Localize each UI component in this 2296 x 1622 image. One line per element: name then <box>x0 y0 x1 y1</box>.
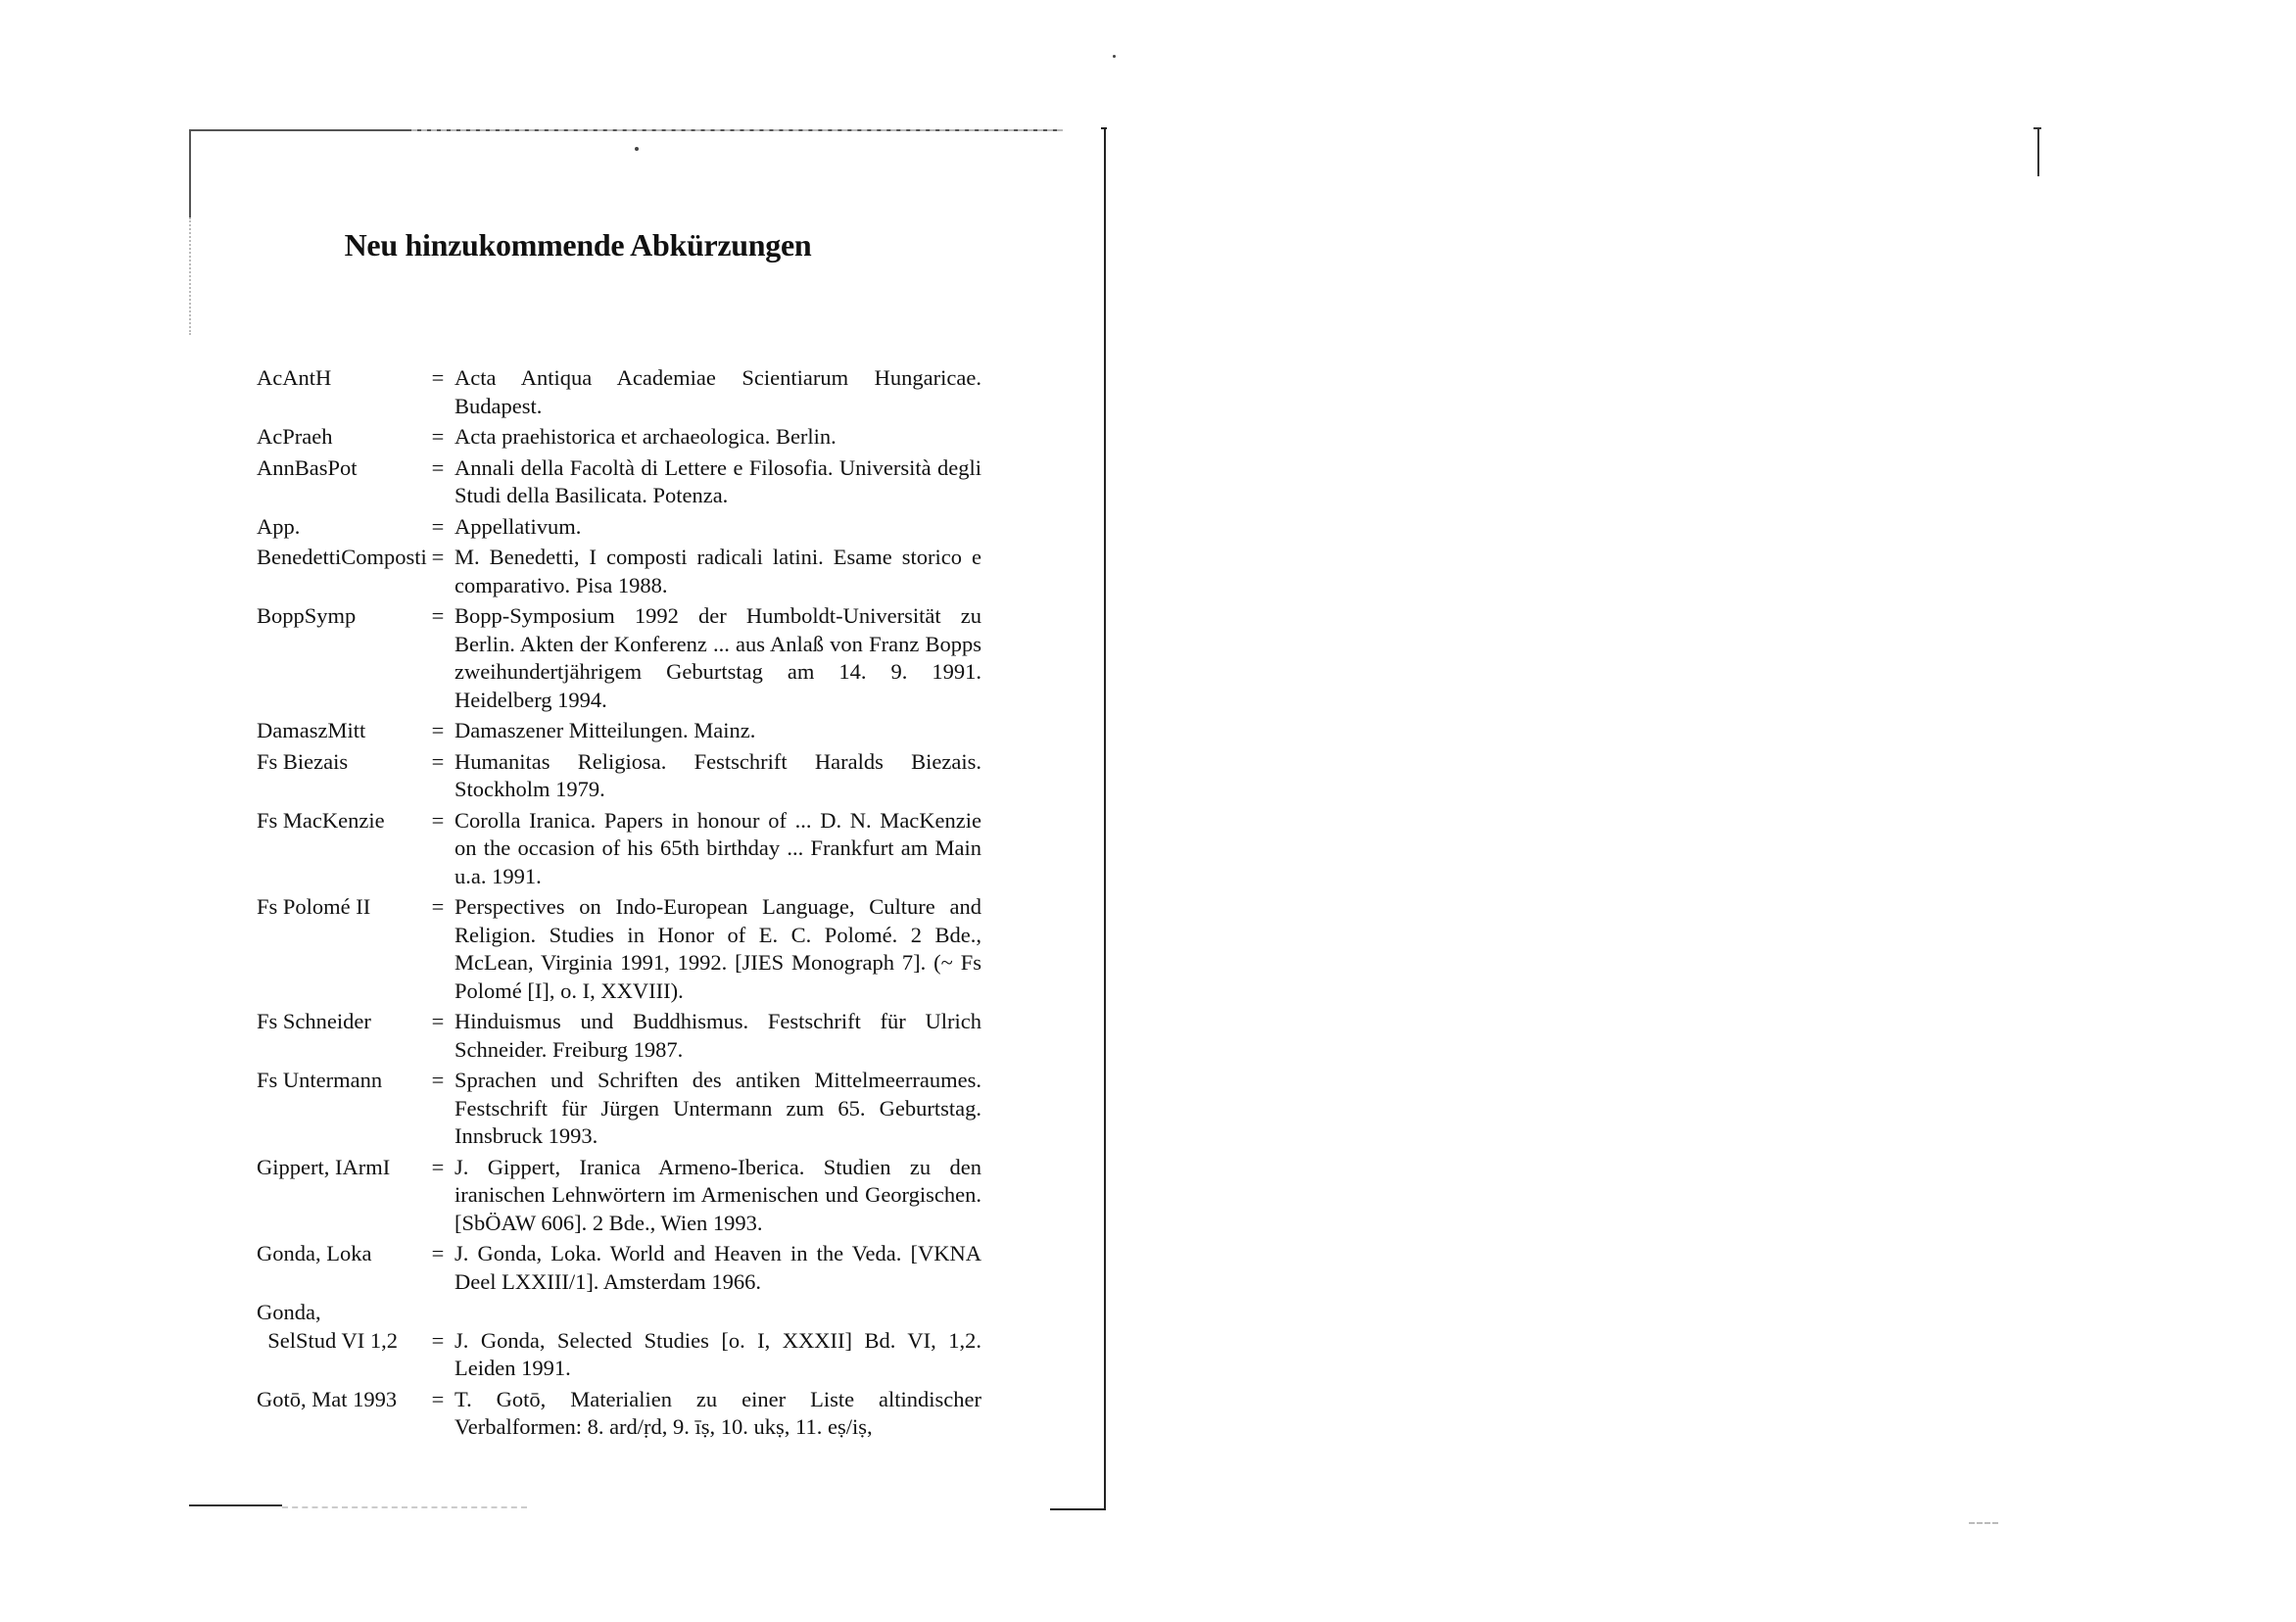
equals-sign: = <box>431 1327 445 1353</box>
abbreviation-definition: Bopp-Symposium 1992 der Humboldt-Universität zu Berlin. Akten der Konferenz ... aus Anlaß von Franz Bopps zweihundertjährigem Geburtstag am 14. 9. 1991. Heidelberg 1994. <box>454 603 981 712</box>
abbreviation-term: Gippert, IArmI <box>257 1154 391 1179</box>
abbreviation-term: Gotō, Mat 1993 <box>257 1386 398 1411</box>
abbreviation-term: Fs Polomé II <box>257 894 371 919</box>
gutter-bottom <box>1050 1508 1105 1510</box>
equals-sign: = <box>431 894 445 919</box>
scan-mark-bottom <box>1969 1522 1998 1524</box>
abbreviation-entry <box>257 423 981 452</box>
equals-sign: = <box>431 424 445 449</box>
equals-sign: = <box>431 807 445 833</box>
abbreviation-entry <box>257 717 981 745</box>
abbreviation-term: Gonda, Loka <box>257 1241 372 1265</box>
abbreviation-entry <box>257 454 981 510</box>
abbreviation-definition: Humanitas Religiosa. Festschrift Haralds Biezais. Stockholm 1979. <box>454 748 981 801</box>
scan-frame-bottom <box>189 1504 282 1506</box>
abbreviation-entry <box>257 893 981 1005</box>
equals-sign: = <box>431 1154 445 1179</box>
equals-sign: = <box>431 365 445 390</box>
abbreviation-entry <box>257 807 981 891</box>
abbreviation-term: DamaszMitt <box>257 718 366 742</box>
abbreviation-term: AcAntH <box>257 365 332 390</box>
abbreviation-definition: Acta praehistorica et archaeologica. Berlin. <box>454 424 837 449</box>
abbreviation-definition: Appellativum. <box>454 513 582 539</box>
abbreviation-term: App. <box>257 513 301 539</box>
abbreviation-definition: Corolla Iranica. Papers in honour of ... D. N. MacKenzie on the occasion of his 65th birthday ... Frankfurt am Main u.a. 1991. <box>454 807 981 888</box>
abbreviation-entry <box>257 1008 981 1064</box>
scan-mark <box>2033 127 2041 129</box>
equals-sign: = <box>431 1241 445 1265</box>
abbreviation-term: BoppSymp <box>257 603 357 628</box>
abbreviation-term: Fs Schneider <box>257 1009 371 1033</box>
abbreviation-definition: M. Benedetti, I composti radicali latini. Esame storico e comparativo. Pisa 1988. <box>454 545 981 597</box>
abbreviation-definition: J. Gonda, Selected Studies [o. I, XXXII] Bd. VI, 1,2. Leiden 1991. <box>454 1327 981 1380</box>
scan-frame-bottom-faded <box>282 1506 527 1508</box>
scan-speck <box>635 147 639 151</box>
equals-sign: = <box>431 748 445 774</box>
abbreviation-definition: Damaszener Mitteilungen. Mainz. <box>454 718 756 742</box>
gutter-tick <box>1101 127 1107 129</box>
abbreviation-definition: J. Gonda, Loka. World and Heaven in the Veda. [VKNA Deel LXXIII/1]. Amsterdam 1966. <box>454 1241 981 1294</box>
equals-sign: = <box>431 513 445 539</box>
abbreviation-definition: Hinduismus und Buddhismus. Festschrift für Ulrich Schneider. Freiburg 1987. <box>454 1009 981 1062</box>
gutter-line <box>1104 127 1106 1510</box>
page-heading: Neu hinzukommende Abkürzungen <box>344 227 812 262</box>
abbreviation-term: Gonda, SelStud VI 1,2 <box>257 1300 398 1353</box>
abbreviation-definition: J. Gippert, Iranica Armeno-Iberica. Studien zu den iranischen Lehnwörtern im Armenischen und Georgischen. [SbÖAW 606]. 2 Bde., Wien 1993. <box>454 1154 981 1235</box>
equals-sign: = <box>431 545 445 569</box>
abbreviation-entry <box>257 1067 981 1151</box>
abbreviation-entry <box>257 1386 981 1442</box>
abbreviation-entry <box>257 513 981 542</box>
scan-frame-left-faded <box>189 217 191 335</box>
scan-frame-top-faded <box>411 129 1063 131</box>
abbreviation-term: AnnBasPot <box>257 454 358 480</box>
abbreviation-entry <box>257 1240 981 1296</box>
abbreviation-term: Fs Untermann <box>257 1068 383 1092</box>
abbreviation-term: BenedettiComposti <box>257 545 427 569</box>
equals-sign: = <box>431 1009 445 1033</box>
abbreviation-entry <box>257 748 981 804</box>
scan-speck <box>1113 55 1116 58</box>
abbreviation-definition: Acta Antiqua Academiae Scientiarum Hungaricae. Budapest. <box>454 365 981 418</box>
abbreviation-list <box>257 364 981 1442</box>
abbreviation-term: Fs Biezais <box>257 748 349 774</box>
abbreviation-definition: T. Gotō, Materialien zu einer Liste altindischer Verbalformen: 8. ard/ṛd, 9. īṣ, 10. ukṣ, 11. eṣ/iṣ, <box>454 1386 981 1439</box>
scan-frame-left <box>189 129 191 217</box>
abbreviation-definition: Perspectives on Indo-European Language, Culture and Religion. Studies in Honor of E. C. Polomé. 2 Bde., McLean, Virginia 1991, 1992. [JIES Monograph 7]. (~ Fs Polomé [I], o. I, XXVIII). <box>454 894 981 1003</box>
equals-sign: = <box>431 454 445 480</box>
abbreviation-definition: Sprachen und Schriften des antiken Mittelmeerraumes. Festschrift für Jürgen Untermann zum 65. Geburtstag. Innsbruck 1993. <box>454 1068 981 1148</box>
abbreviation-entry <box>257 1299 981 1383</box>
abbreviation-term: AcPraeh <box>257 424 333 449</box>
equals-sign: = <box>431 718 445 742</box>
equals-sign: = <box>431 1386 445 1411</box>
equals-sign: = <box>431 1068 445 1092</box>
equals-sign: = <box>431 603 445 628</box>
scan-mark <box>2037 127 2039 176</box>
abbreviation-definition: Annali della Facoltà di Lettere e Filosofia. Università degli Studi della Basilicata. Potenza. <box>454 454 981 507</box>
abbreviation-entry <box>257 1154 981 1238</box>
abbreviation-entry <box>257 602 981 714</box>
left-page <box>0 0 1126 1622</box>
right-page <box>1126 0 2296 1622</box>
abbreviation-entry <box>257 364 981 420</box>
abbreviation-term: Fs MacKenzie <box>257 807 385 833</box>
abbreviation-entry <box>257 544 981 599</box>
